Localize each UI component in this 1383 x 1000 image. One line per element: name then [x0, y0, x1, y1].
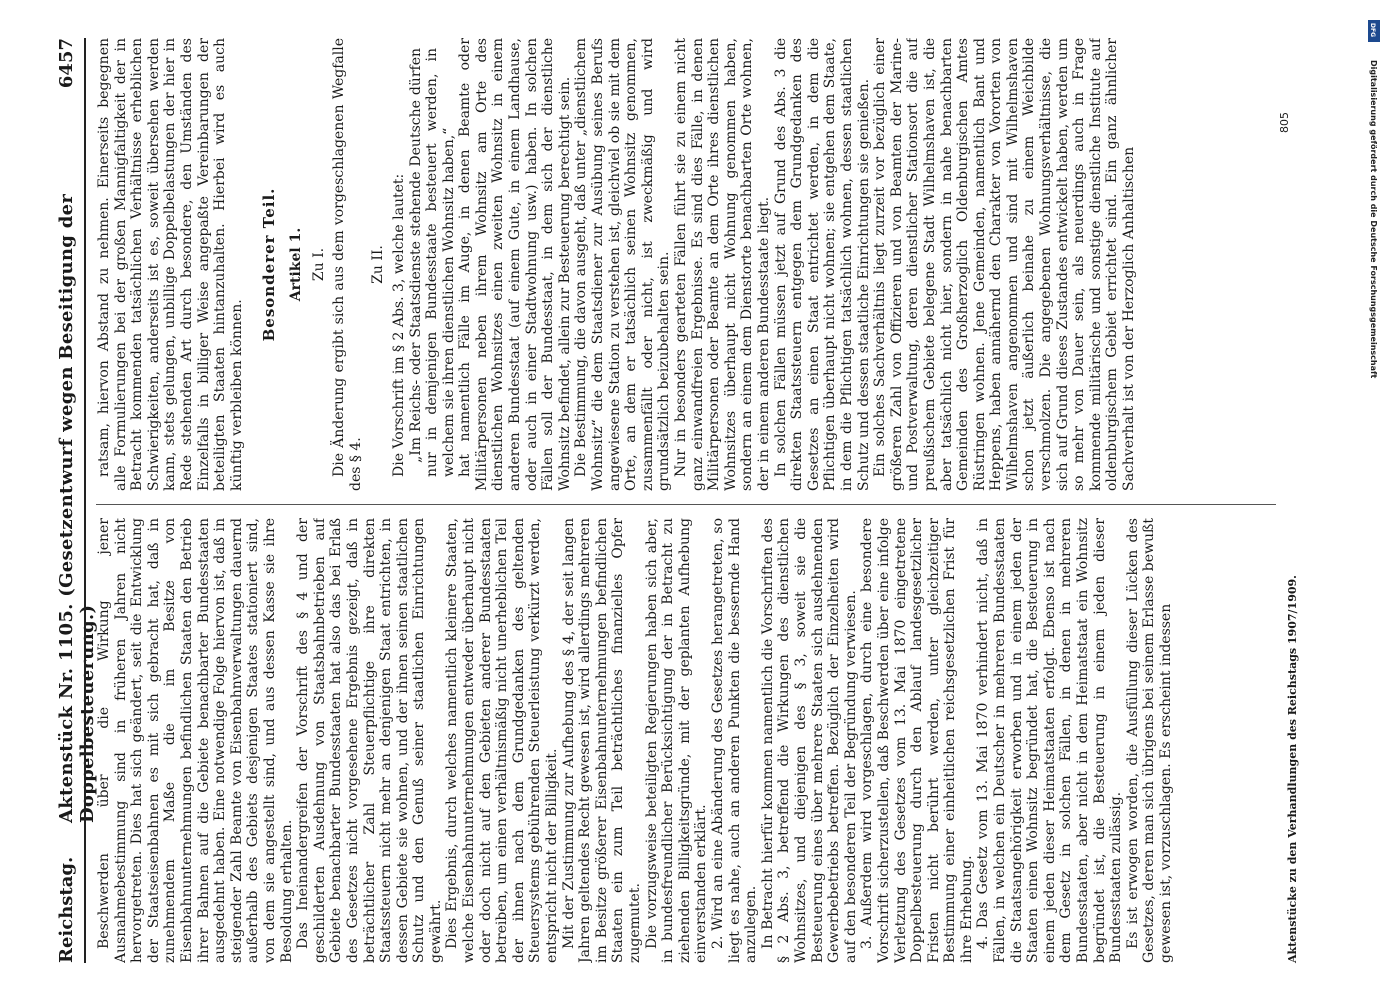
rotated-document	[48, 38, 1338, 963]
zu-1-heading: Zu I.	[310, 247, 327, 282]
section-title: Besonderer Teil.	[260, 187, 279, 342]
zu-2-quote: „Im Reichs- oder Staatsdienste stehende Deutsche dürfen nur in demjenigen Bundesstaate besteuert werden, in welchem sie ihren dienstlichen Wohnsitz haben,“	[407, 48, 457, 477]
zu-1-text: Die Änderung ergibt sich aus dem vorgeschlagenen Wegfalle des § 4.	[331, 38, 364, 491]
left-paragraph: Dies Ergebnis, durch welches namentlich kleinere Staaten, welche Eisenbahnunternehmungen entweder überhaupt nicht oder doch nicht auf den Gebieten anderer Bundesstaaten betreiben, um einen verhältnismäßig nicht unerheblichen Teil der ihnen nach dem Grundgedanken des geltenden Steuersystems gebührenden Steuerleistung verkürzt werden, entspricht nicht der Billigkeit.	[444, 518, 561, 963]
header-reichstag: Reichstag.	[56, 856, 77, 963]
article-heading: Artikel 1.	[287, 227, 304, 302]
left-paragraph: Das Ineinandergreifen der Vorschrift des § 4 und der geschilderten Ausdehnung von Staatsbahnbetrieben auf Gebiete benachbarter Bundesstaaten hat also das bei Erlaß des Gesetzes nicht vorgesehene Ergebnis gezeigt, daß in beträchtlicher Zahl Steuerpflichtige ihre direkten Staatssteuern nicht mehr an denjenigen Staat entrichten, in dessen Gebiete sie wohnen, und der ihnen seinen staatlichen Schutz und den Genuß seiner staatlichen Einrichtungen gewährt.	[295, 518, 444, 963]
dfg-sidebar	[1368, 20, 1380, 992]
footer-source: Aktenstücke zu den Verhandlungen des Reichstags 1907/1909.	[1286, 575, 1299, 963]
footer-page-number: 805	[1278, 112, 1291, 133]
left-paragraph: 3. Außerdem wird vorgeschlagen, durch eine besondere Vorschrift sicherzustellen, daß Beschwerden über eine infolge Verletzung des Gesetzes vom 13. Mai 1870 eingetretene Doppelbesteuerung durch den Ablauf landesgesetzlicher Fristen nicht berührt werden, unter gleichzeitiger Bestimmung einer einheitlichen reichsgesetzlichen Frist für ihre Erhebung.	[859, 518, 975, 963]
dfg-logo-icon	[1368, 20, 1380, 42]
dfg-caption: Digitalisierung gefördert durch die Deutsche Forschungsgemeinschaft	[1369, 60, 1378, 379]
right-paragraph: Nur in besonders gearteten Fällen führt sie zu einem nicht ganz einwandfreien Ergebnisse. Es sind dies Fälle, in denen Militärpersonen oder Beamte an dem Orte ihres dienstlichen Wohnsitzes überhaupt nicht Wohnung genommen haben, sondern an einem dem Dienstorte benachbarten Orte wohnen, der in einem anderen Bundesstaate liegt.	[673, 38, 772, 491]
right-paragraph: Ein solches Sachverhältnis liegt zurzeit vor bezüglich einer größeren Zahl von Offizieren und von Beamten der Marine- und Postverwaltung, deren dienstlicher Stationsort die auf preußischem Gebiete belegene Stadt Wilhelmshaven ist, die aber tatsächlich nicht hier, sondern in nahe benachbarten Gemeinden des Großherzoglich Oldenburgischen Amtes Rüstringen wohnen. Jene Gemeinden, namentlich Bant und Heppens, haben annähernd den Charakter von Vororten von Wilhelmshaven angenommen und sind mit Wilhelmshaven schon jetzt äußerlich beinahe zu einem Weichbilde verschmolzen. Die angegebenen Wohnungsverhältnisse, die sich auf Grund dieses Zustandes entwickelt haben, werden um so mehr von Dauer sein, als neuerdings auch in Frage kommende militärische und sonstige dienstliche Institute auf oldenburgischem Gebiet errichtet sind. Ein ganz ähnlicher Sachverhalt ist von der Herzoglich Anhaltischen	[872, 38, 1138, 491]
zu-2-intro: Die Vorschrift im § 2 Abs. 3, welche lautet:	[390, 173, 407, 477]
right-paragraph: In solchen Fällen müssen jetzt auf Grund des Abs. 3 die direkten Staatssteuern entgegen dem Grundgedanken des Gesetzes an einen Staat entrichtet werden, in dem die Pflichtigen überhaupt nicht wohnen; sie entgehen dem Staate, in dem die Pflichtigen tatsächlich wohnen, dessen staatlichen Schutz und dessen staatliche Einrichtungen sie genießen.	[772, 38, 872, 491]
right-column	[96, 38, 1276, 491]
right-paragraph: hat namentlich Fälle im Auge, in denen Beamte oder Militärpersonen neben ihrem Wohnsitz am Orte des dienstlichen Wohnsitzes einen zweiten Wohnsitz in einem anderen Bundesstaat (auf einem Gute, in einem Landhause, oder auch in einer Stadtwohnung usw.) haben. In solchen Fällen soll der Bundesstaat, in dem sich der dienstliche Wohnsitz befindet, allein zur Besteuerung berechtigt sein.	[457, 38, 573, 491]
zu-2-heading: Zu II.	[370, 245, 387, 284]
left-paragraph: Es ist erwogen worden, die Ausfüllung dieser Lücken des Gesetzes, deren man sich übrigens bei seinem Erlasse bewußt gewesen ist, vorzuschlagen. Es erscheint indessen	[1124, 518, 1174, 963]
left-paragraph: Mit der Zustimmung zur Aufhebung des § 4, der seit langen Jahren geltendes Recht gewesen ist, wird allerdings mehreren im Besitze größerer Eisenbahnunternehmungen befindlichen Staaten ein zum Teil beträchtliches finanzielles Opfer zugemutet.	[560, 518, 643, 963]
header-page-number: 6457	[56, 38, 77, 89]
right-intro: ratsam, hiervon Abstand zu nehmen. Einerseits begegnen alle Formulierungen bei der großen Mannigfaltigkeit der in Betracht kommenden tatsächlichen Verhältnisse erheblichen Schwierigkeiten, anderseits ist es, soweit übersehen werden kann, stets gelungen, unbillige Doppelbelastungen der hier in Rede stehenden Art durch besondere, den Umständen des Einzelfalls in billiger Weise angepaßte Vereinbarungen der beteiligten Staaten hintanzuhalten. Hierbei wird es auch künftig verbleiben können.	[96, 38, 245, 491]
left-paragraph: Beschwerden über die Wirkung jener Ausnahmebestimmung sind in früheren Jahren nicht hervorgetreten. Dies hat sich geändert, seit die Entwicklung der Staatseisenbahnen es mit sich gebracht hat, daß in zunehmendem Maße die im Besitze von Eisenbahnunternehmungen befindlichen Staaten den Betrieb ihrer Bahnen auf die Gebiete benachbarter Bundesstaaten ausgedehnt haben. Eine notwendige Folge hiervon ist, daß in steigender Zahl Beamte von Eisenbahnverwaltungen dauernd außerhalb des Gebiets desjenigen Staates stationiert sind, von dem sie angestellt sind, und aus dessen Kasse sie ihre Besoldung erhalten.	[96, 518, 295, 963]
left-paragraph: 2. Wird an eine Abänderung des Gesetzes herangetreten, so liegt es nahe, auch an anderen Punkten die bessernde Hand anzulegen.	[709, 518, 760, 963]
left-column	[96, 518, 1276, 963]
dfg-logo-text: DFG	[1369, 23, 1376, 38]
left-paragraph: In Betracht hierfür kommen namentlich die Vorschriften des § 2 Abs. 3, betreffend die Wirkungen des dienstlichen Wohnsitzes, und diejenigen des § 3, soweit sie die Besteuerung eines über mehrere Staaten sich ausdehnenden Gewerbebetriebs betreffen. Bezüglich der Einzelheiten wird auf den besonderen Teil der Begründung verwiesen.	[759, 518, 859, 963]
header-rule	[84, 38, 86, 963]
left-paragraph: Die vorzugsweise beteiligten Regierungen haben sich aber, in bundesfreundlicher Berücksichtigung der in Betracht zu ziehenden Billigkeitsgründe, mit der geplanten Aufhebung einverstanden erklärt.	[643, 518, 710, 963]
page-header	[48, 38, 98, 963]
column-divider	[96, 504, 1276, 505]
left-paragraph: 4. Das Gesetz vom 13. Mai 1870 verhindert nicht, daß in Fällen, in welchen ein Deutscher in mehreren Bundesstaaten die Staatsangehörigkeit erworben und in einem jeden der Staaten einen Wohnsitz begründet hat, die Besteuerung in einem jeden dieser Heimatstaaten erfolgt. Ebenso ist nach dem Gesetz in solchen Fällen, in denen in mehreren Bundesstaaten, aber nicht in dem Heimatstaat ein Wohnsitz begründet ist, die Besteuerung in einem jeden dieser Bundesstaaten zulässig.	[975, 518, 1125, 963]
right-paragraph: Die Bestimmung, die davon ausgeht, daß unter „dienstlichem Wohnsitz“ die dem Staatsdiener zur Ausübung seines Berufs angewiesene Station zu verstehen ist, gleichviel ob sie mit dem Orte, an dem er tatsächlich seinen Wohnsitz genommen, zusammenfällt oder nicht, ist zweckmäßig und wird grundsätzlich beizubehalten sein.	[573, 38, 673, 491]
header-title: Aktenstück Nr. 1105. (Gesetzentwurf wegen Beseitigung der Doppelbesteuerung.)	[56, 193, 98, 823]
